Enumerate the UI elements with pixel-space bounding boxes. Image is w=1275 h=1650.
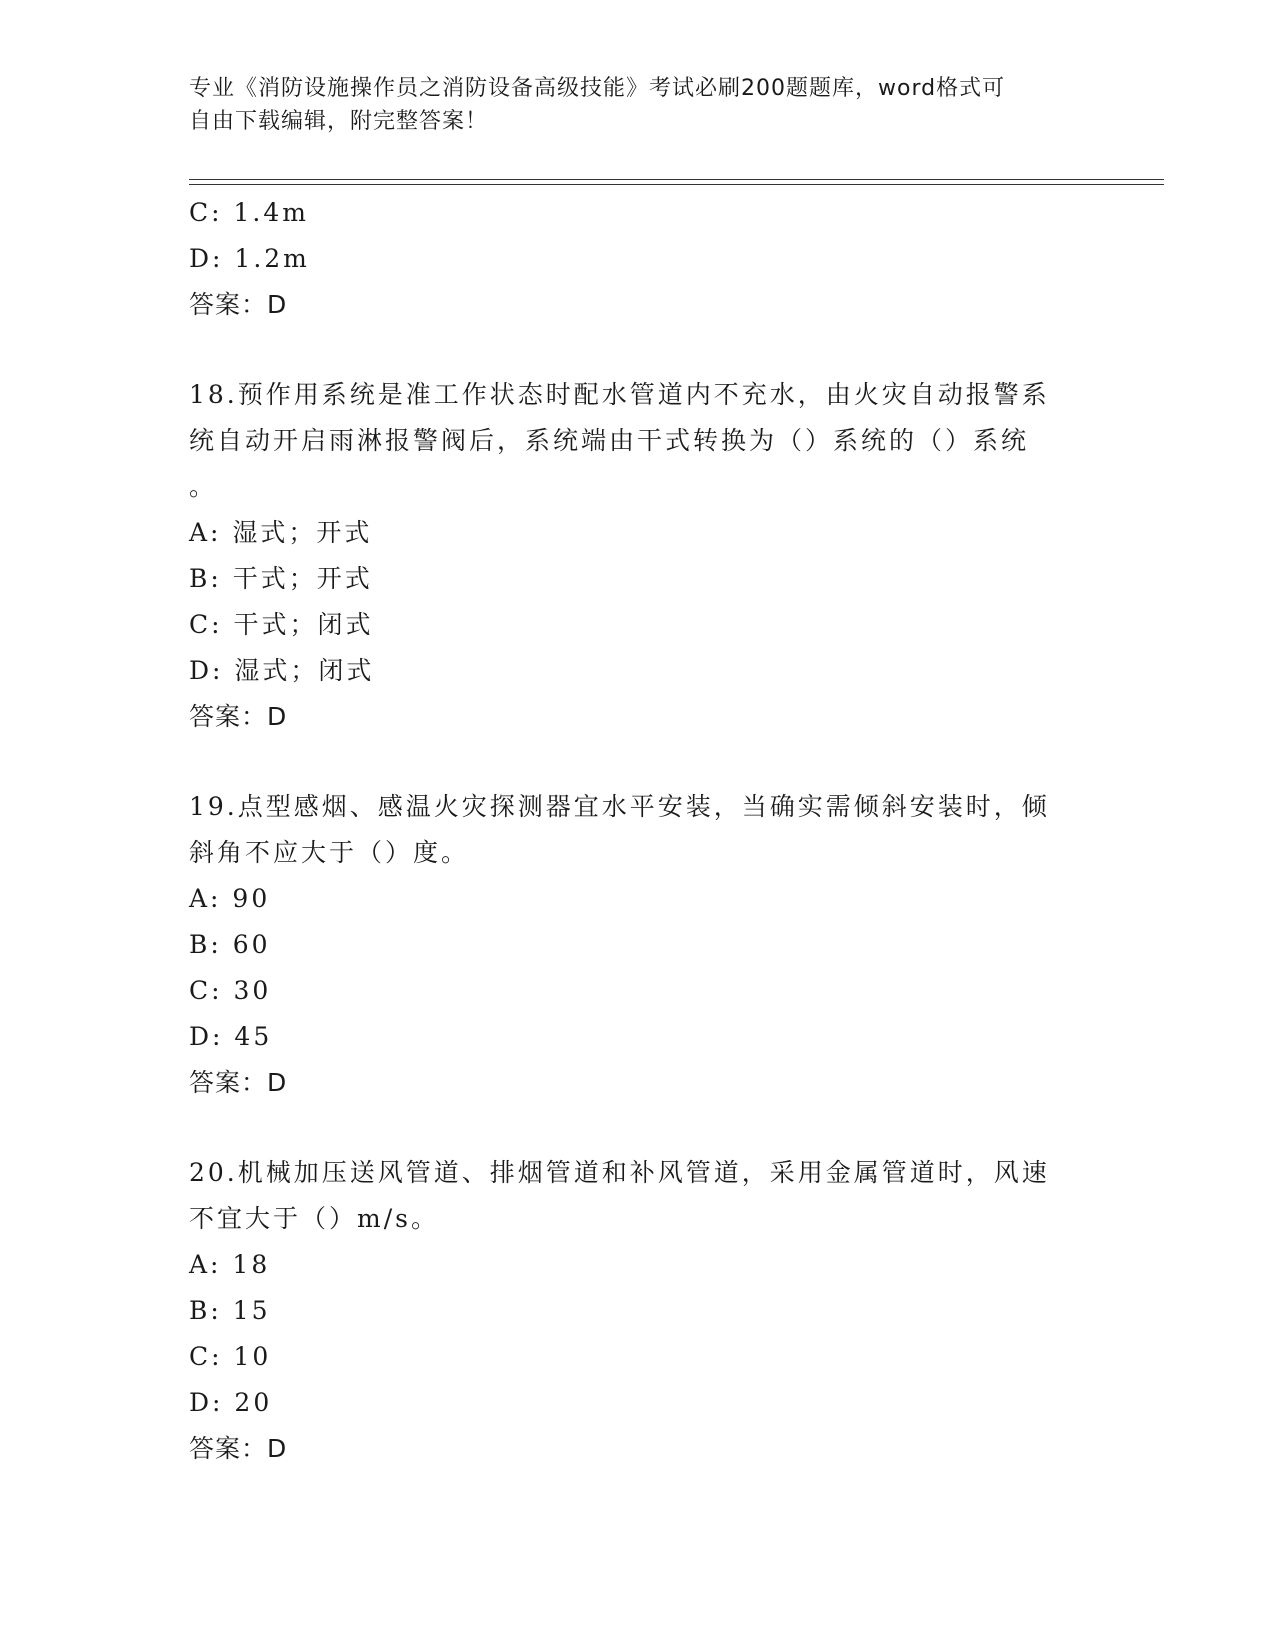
option-c: C: 30	[189, 976, 272, 1005]
option-c: C: 干式；闭式	[189, 610, 374, 639]
question-text: 。	[189, 472, 218, 501]
question-19	[189, 784, 1089, 1106]
answer-line: 答案：D	[189, 1068, 288, 1097]
question-content	[189, 190, 1089, 1472]
option-b: B: 干式；开式	[189, 564, 373, 593]
option-a: A: 湿式；开式	[189, 518, 373, 547]
option-a: A: 90	[189, 884, 271, 913]
header-title-line-2: 自由下载编辑，附完整答案！	[189, 109, 489, 134]
question-text: 18.预作用系统是准工作状态时配水管道内不充水，由火灾自动报警系	[189, 380, 1050, 409]
option-c: C: 1.4m	[189, 198, 309, 227]
question-text: 斜角不应大于（）度。	[189, 838, 470, 867]
question-text: 20.机械加压送风管道、排烟管道和补风管道，采用金属管道时，风速	[189, 1158, 1050, 1187]
header-title-line-1: 专业《消防设施操作员之消防设备高级技能》考试必刷200题题库，word格式可	[189, 76, 1006, 101]
question-text: 不宜大于（）m/s。	[189, 1204, 439, 1233]
option-b: B: 60	[189, 930, 271, 959]
answer-line: 答案：D	[189, 290, 288, 319]
document-header	[189, 72, 1069, 138]
option-c: C: 10	[189, 1342, 272, 1371]
option-d: D: 20	[189, 1388, 273, 1417]
header-divider-bottom	[189, 184, 1164, 185]
header-divider-top	[189, 179, 1164, 180]
question-20	[189, 1150, 1089, 1472]
option-a: A: 18	[189, 1250, 271, 1279]
question-text: 统自动开启雨淋报警阀后，系统端由干式转换为（）系统的（）系统	[189, 426, 1030, 455]
option-b: B: 15	[189, 1296, 271, 1325]
option-d: D: 湿式；闭式	[189, 656, 375, 685]
answer-line: 答案：D	[189, 702, 288, 731]
question-18	[189, 372, 1089, 740]
question-text: 19.点型感烟、感温火灾探测器宜水平安装，当确实需倾斜安装时，倾	[189, 792, 1050, 821]
answer-line: 答案：D	[189, 1434, 288, 1463]
question-17-tail	[189, 190, 1089, 328]
option-d: D: 1.2m	[189, 244, 310, 273]
option-d: D: 45	[189, 1022, 273, 1051]
